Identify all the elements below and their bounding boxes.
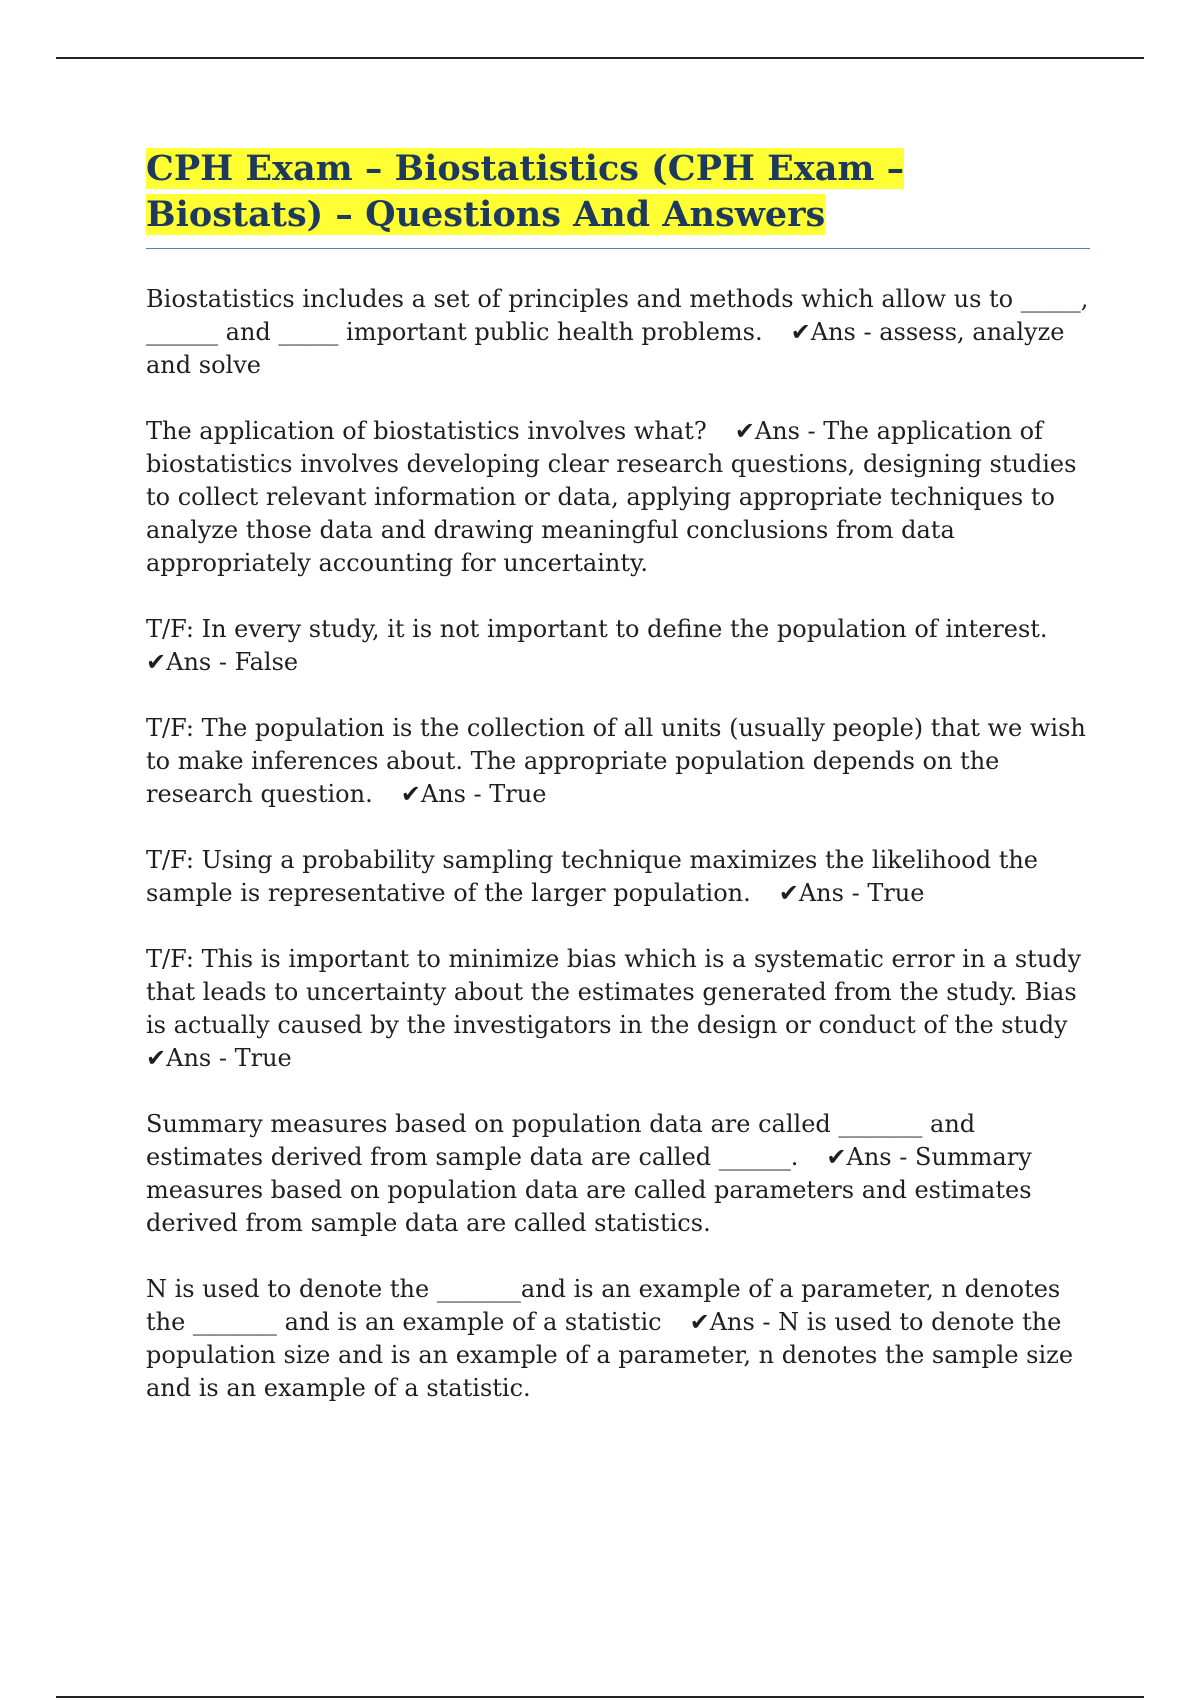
question-text: The application of biostatistics involves what? xyxy=(146,417,707,445)
answer-prefix: ✔Ans - xyxy=(689,1308,779,1336)
page-top-rule xyxy=(56,57,1144,59)
answer-text: False xyxy=(234,648,299,676)
answer-text: True xyxy=(489,780,547,808)
qa-item-1 xyxy=(146,283,1090,382)
question-text: Biostatistics includes a set of principles and methods which allow us to _____, ______ and _____ important public health problems. xyxy=(146,285,1089,346)
answer-prefix: ✔Ans - xyxy=(734,417,824,445)
answer-text: The application of biostatistics involves developing clear research questions, designing studies to collect relevant information or data, applying appropriate techniques to analyze those data and drawing meaningful conclusions from data appropriately accounting for uncertainty. xyxy=(146,417,1077,577)
page-bottom-rule xyxy=(56,1696,1144,1698)
document-body xyxy=(146,146,1090,1405)
answer-text: True xyxy=(234,1044,292,1072)
answer-text: Summary measures based on population data are called parameters and estimates derived from sample data are called statistics. xyxy=(146,1143,1032,1237)
answer-prefix: ✔Ans - xyxy=(826,1143,915,1171)
answer-text: assess, analyze and solve xyxy=(146,318,1065,379)
question-text: T/F: Using a probability sampling technique maximizes the likelihood the sample is representative of the larger population. xyxy=(146,846,1039,907)
qa-item-6 xyxy=(146,943,1090,1075)
question-text: T/F: This is important to minimize bias which is a systematic error in a study that leads to uncertainty about the estimates generated from the study. Bias is actually caused by the investigators in the design or conduct of the study xyxy=(146,945,1082,1039)
answer-prefix: ✔Ans - xyxy=(146,1044,235,1072)
qa-item-8 xyxy=(146,1273,1090,1405)
answer-prefix: ✔Ans - xyxy=(778,879,868,907)
question-text: N is used to denote the _______and is an example of a parameter, n denotes the _______ and is an example of a statistic xyxy=(146,1275,1061,1336)
question-text: T/F: The population is the collection of all units (usually people) that we wish to make inferences about. The appropriate population depends on the research question. xyxy=(146,714,1086,808)
question-text: Summary measures based on population data are called _______ and estimates derived from sample data are called ______. xyxy=(146,1110,976,1171)
answer-prefix: ✔Ans - xyxy=(790,318,880,346)
answer-prefix: ✔Ans - xyxy=(146,648,235,676)
qa-item-3 xyxy=(146,613,1090,679)
answer-prefix: ✔Ans - xyxy=(400,780,490,808)
answer-text: True xyxy=(867,879,925,907)
title-highlight: CPH Exam – Biostatistics (CPH Exam – Biostats) – Questions And Answers xyxy=(146,148,905,235)
qa-item-5 xyxy=(146,844,1090,910)
qa-item-4 xyxy=(146,712,1090,811)
question-text: T/F: In every study, it is not important to define the population of interest. xyxy=(146,615,1048,643)
answer-text: N is used to denote the population size and is an example of a parameter, n denotes the sample size and is an example of a statistic. xyxy=(146,1308,1074,1402)
qa-item-7 xyxy=(146,1108,1090,1240)
qa-item-2 xyxy=(146,415,1090,580)
document-title xyxy=(146,146,1090,249)
